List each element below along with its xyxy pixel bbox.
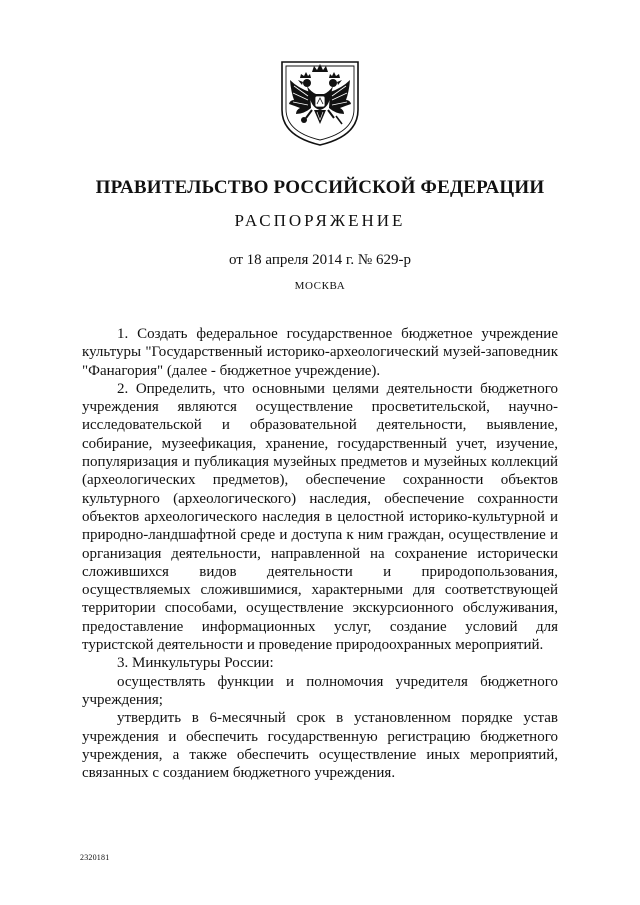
- government-title: ПРАВИТЕЛЬСТВО РОССИЙСКОЙ ФЕДЕРАЦИИ: [95, 177, 545, 198]
- document-body: [82, 325, 558, 782]
- paragraph-3-item-2: утвердить в 6-месячный срок в установленном порядке устав учреждения и обеспечить государственную регистрацию бюджетного учреждения, а также обеспечить осуществление иных мероприятий, связанных с созданием бюджетного учреждения.: [82, 710, 558, 782]
- paragraph-3: 3. Минкультуры России:: [117, 655, 274, 672]
- document-city: МОСКВА: [294, 280, 346, 292]
- document-date-number: от 18 апреля 2014 г. № 629-р: [229, 252, 411, 268]
- paragraph-2: 2. Определить, что основными целями деятельности бюджетного учреждения являются осуществление просветительской, научно-исследовательской и образовательной деятельности, выявление, собирание, музеефикация, хранение, государственный учет, изучение, популяризация и публикация музейных предметов и музейных коллекций (археологических предметов), обеспечение сохранности объектов культурного (археологического) наследия, обеспечение сохранности объектов археологического наследия в целостной историко-культурной и природно-ландшафтной среде и доступа к ним граждан, осуществление и организация деятельности, направленной на сохранение исторически сложившихся видов деятельности и природопользования, осуществляемых сложившимися, характерными для соответствующей территории способами, осуществление экскурсионного обслуживания, предоставление информационных услуг, создание условий для туристской деятельности и проведение природоохранных мероприятий.: [82, 380, 558, 654]
- paragraph-3-item-1: осуществлять функции и полномочия учредителя бюджетного учреждения;: [82, 673, 558, 708]
- document-type: РАСПОРЯЖЕНИЕ: [234, 211, 406, 230]
- paragraph-1: 1. Создать федеральное государственное бюджетное учреждение культуры "Государственный историко-археологический музей-заповедник "Фанагория" (далее - бюджетное учреждение).: [82, 326, 558, 379]
- document-code: 2320181: [80, 853, 110, 862]
- coat-of-arms-icon: [278, 58, 362, 148]
